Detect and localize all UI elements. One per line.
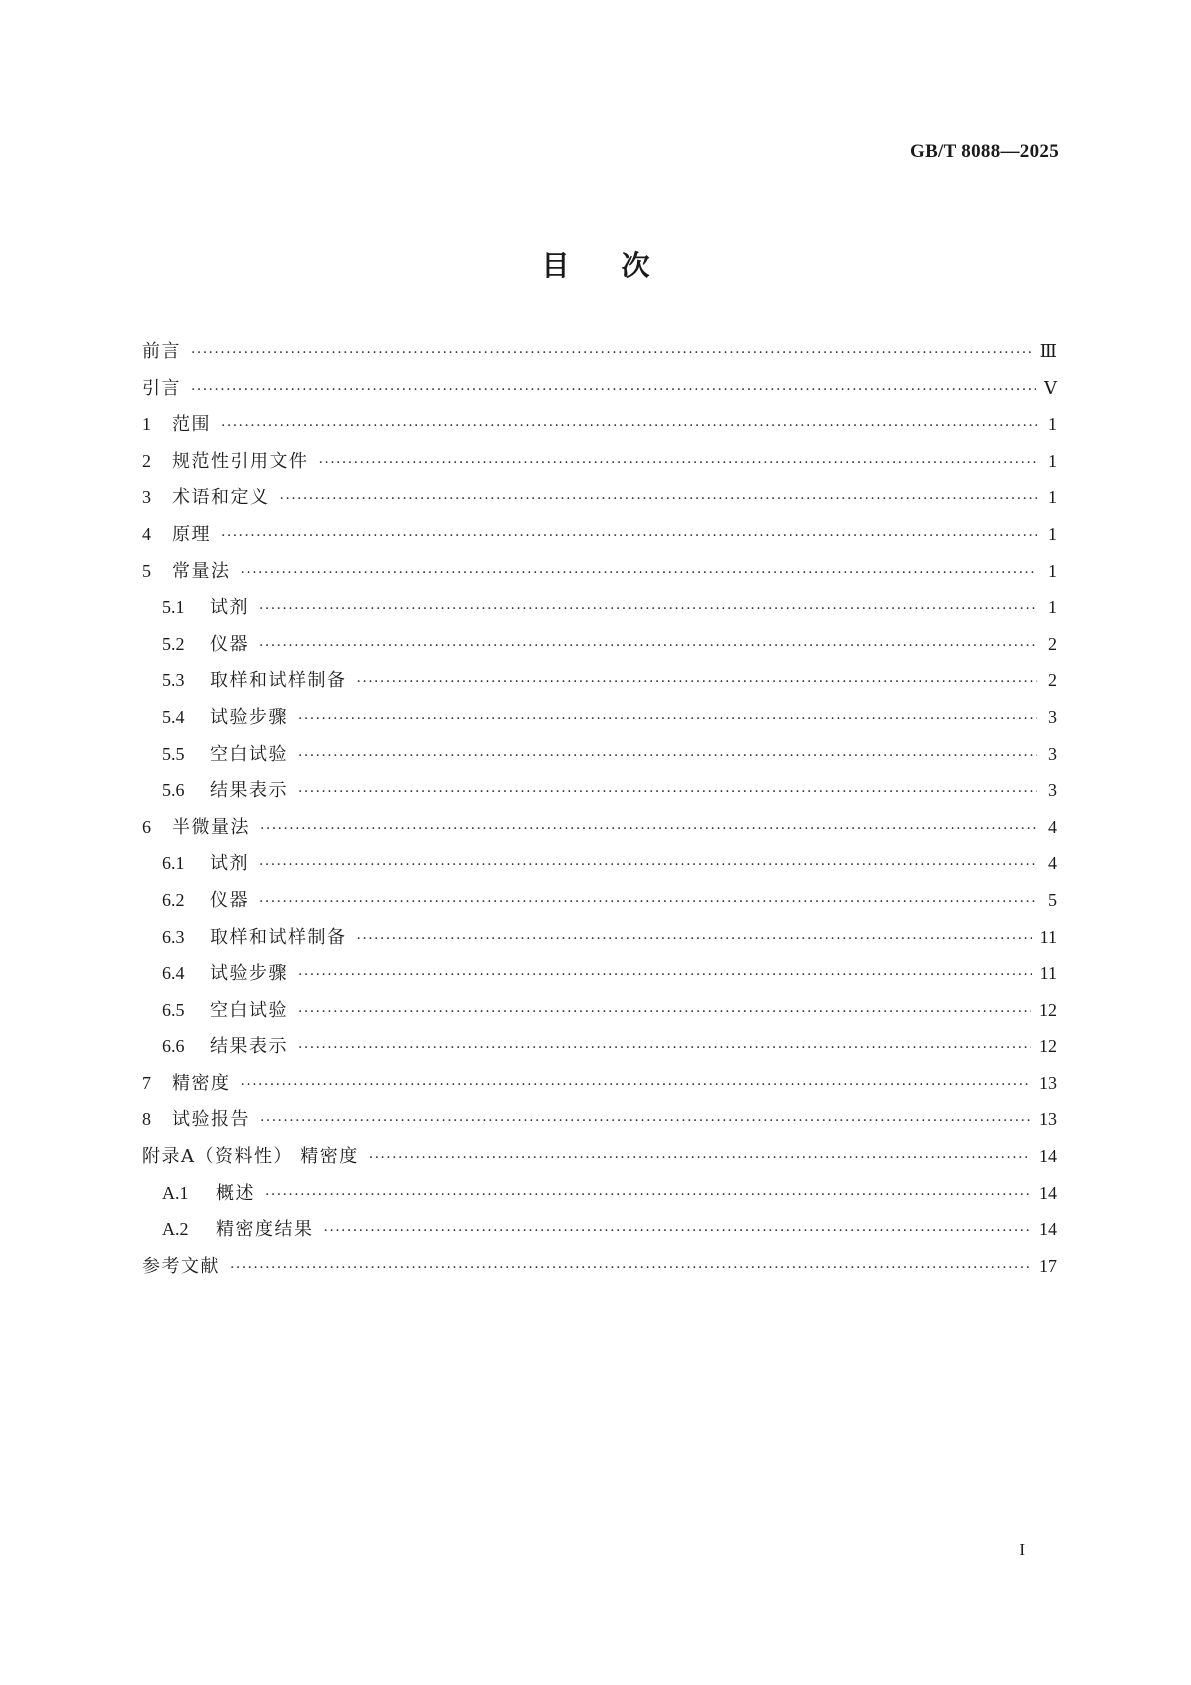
toc-entry[interactable] [142,1215,1057,1252]
toc-dot-leader [221,528,1037,544]
toc-entry[interactable] [142,447,1057,484]
toc-entry[interactable] [142,520,1057,557]
toc-entry-page: 17 [1039,1255,1057,1276]
toc-entry-page: 14 [1039,1182,1057,1203]
toc-entry-label: 试验报告 [172,1109,250,1131]
toc-entry[interactable] [142,849,1057,886]
toc-entry-page: 14 [1039,1146,1057,1167]
toc-entry-page: 4 [1048,853,1057,874]
toc-entry-number: 8 [142,1109,151,1130]
toc-entry[interactable] [142,337,1057,374]
toc-entry-label: 规范性引用文件 [172,450,309,472]
toc-entry[interactable] [142,630,1057,667]
toc-entry-label: 结果表示 [210,1036,288,1058]
toc-entry-label: 精密度 [172,1072,231,1094]
toc-entry-page: 11 [1039,926,1057,947]
toc-entry[interactable] [142,776,1057,813]
toc-entry-page: 11 [1039,963,1057,984]
toc-dot-leader [259,894,1037,910]
toc-entry-label: 试验步骤 [210,963,288,985]
toc-dot-leader [221,418,1037,434]
toc-entry-label: 试剂 [210,853,249,875]
toc-entry-number: 7 [142,1072,151,1093]
toc-entry-label: 空白试验 [210,999,288,1021]
toc-entry-label: 仪器 [210,633,249,655]
toc-entry-label: 参考文献 [142,1255,220,1277]
toc-entry-number: A.1 [162,1182,189,1203]
toc-entry-label: 原理 [172,523,211,545]
toc-entry-page: 1 [1048,523,1057,544]
toc-entry-label: 试剂 [210,597,249,619]
toc-entry[interactable] [142,1032,1057,1069]
toc-entry-page: 4 [1048,816,1057,837]
toc-entry-number: 6.1 [162,853,185,874]
toc-dot-leader [357,674,1038,690]
toc-entry[interactable] [142,410,1057,447]
toc-entry-page: 3 [1048,780,1057,801]
toc-entry-label: 范围 [172,414,211,436]
toc-entry-page: 2 [1048,670,1057,691]
toc-entry-number: 2 [142,450,151,471]
toc-entry-page: 1 [1048,560,1057,581]
toc-dot-leader [260,821,1037,837]
toc-dot-leader [298,1040,1031,1056]
toc-entry-number: 5.6 [162,780,185,801]
toc-dot-leader [259,857,1037,873]
toc-dot-leader [298,1004,1031,1020]
toc-dot-leader [230,1260,1031,1276]
toc-dot-leader [324,1223,1032,1239]
toc-dot-leader [241,565,1038,581]
toc-entry-page: Ⅲ [1039,341,1057,361]
toc-dot-leader [241,1077,1032,1093]
toc-entry-label: 半微量法 [172,816,250,838]
toc-entry[interactable] [142,1179,1057,1216]
toc-entry-number: 6.4 [162,963,185,984]
toc-entry[interactable] [142,557,1057,594]
toc-entry-page: 12 [1039,1036,1057,1057]
toc-entry[interactable] [142,813,1057,850]
toc-entry-number: A.2 [162,1219,189,1240]
toc-entry[interactable] [142,703,1057,740]
toc-entry-page: 1 [1048,414,1057,435]
toc-entry-number: 5.1 [162,597,185,618]
toc-entry-page: 14 [1039,1219,1057,1240]
toc-entry-page: 12 [1039,999,1057,1020]
page-number: I [1019,1540,1025,1559]
toc-entry[interactable] [142,593,1057,630]
toc-entry-number: 4 [142,523,151,544]
toc-entry-page: 3 [1048,743,1057,764]
toc-entry[interactable] [142,1069,1057,1106]
toc-entry[interactable] [142,996,1057,1033]
toc-entry-label: 精密度结果 [216,1219,314,1241]
toc-entry-page: 1 [1048,450,1057,471]
toc-dot-leader [298,967,1032,983]
toc-dot-leader [319,455,1038,471]
toc-entry-number: 6 [142,816,151,837]
toc-dot-leader [280,491,1038,507]
toc-entry-label: 试验步骤 [210,706,288,728]
table-of-contents [142,337,1057,1288]
toc-entry-page: 5 [1048,889,1057,910]
toc-entry-number: 5.3 [162,670,185,691]
toc-entry-label: 结果表示 [210,780,288,802]
toc-entry-page: 3 [1048,706,1057,727]
toc-entry-page: 2 [1048,633,1057,654]
toc-entry[interactable] [142,740,1057,777]
toc-entry-label: 仪器 [210,889,249,911]
toc-dot-leader [265,1187,1031,1203]
toc-entry-page: 1 [1048,597,1057,618]
toc-entry-number: 6.2 [162,889,185,910]
toc-entry-number: 6.3 [162,926,185,947]
toc-entry[interactable] [142,1142,1057,1179]
toc-entry[interactable] [142,483,1057,520]
toc-dot-leader [259,601,1037,617]
toc-entry-number: 5.5 [162,743,185,764]
toc-entry-label: 概述 [216,1182,255,1204]
toc-entry-number: 1 [142,414,151,435]
toc-entry[interactable] [142,1252,1057,1289]
toc-entry-label: 前言 [142,341,181,362]
toc-dot-leader [298,748,1037,764]
toc-entry-label: 常量法 [172,560,231,582]
standard-code: GB/T 8088—2025 [909,141,1059,162]
toc-dot-leader [191,345,1032,361]
toc-entry[interactable] [142,374,1057,411]
toc-entry-number: 3 [142,487,151,508]
toc-dot-leader [369,1150,1031,1166]
toc-dot-leader [357,931,1032,947]
toc-dot-leader [259,638,1037,654]
toc-entry[interactable] [142,923,1057,960]
toc-entry-page: Ⅴ [1044,377,1057,398]
toc-entry[interactable] [142,886,1057,923]
toc-entry-number: 5 [142,560,151,581]
toc-entry[interactable] [142,666,1057,703]
toc-entry-number: 5.2 [162,633,185,654]
toc-dot-leader [298,784,1037,800]
toc-entry[interactable] [142,959,1057,996]
toc-entry-number: 6.5 [162,999,185,1020]
toc-dot-leader [191,382,1036,398]
toc-entry-label: 附录A（资料性） 精密度 [142,1146,359,1168]
toc-entry-number: 6.6 [162,1036,185,1057]
toc-entry-page: 1 [1048,487,1057,508]
toc-entry-label: 空白试验 [210,743,288,765]
toc-dot-leader [260,1113,1031,1129]
toc-entry-label: 取样和试样制备 [210,670,347,692]
toc-entry-number: 5.4 [162,706,185,727]
toc-entry-label: 术语和定义 [172,487,270,509]
toc-dot-leader [298,711,1037,727]
toc-entry-page: 13 [1039,1072,1057,1093]
toc-entry[interactable] [142,1105,1057,1142]
toc-entry-label: 引言 [142,377,181,399]
toc-entry-page: 13 [1039,1109,1057,1130]
toc-entry-label: 取样和试样制备 [210,926,347,948]
page-title: 目次 [541,249,702,282]
